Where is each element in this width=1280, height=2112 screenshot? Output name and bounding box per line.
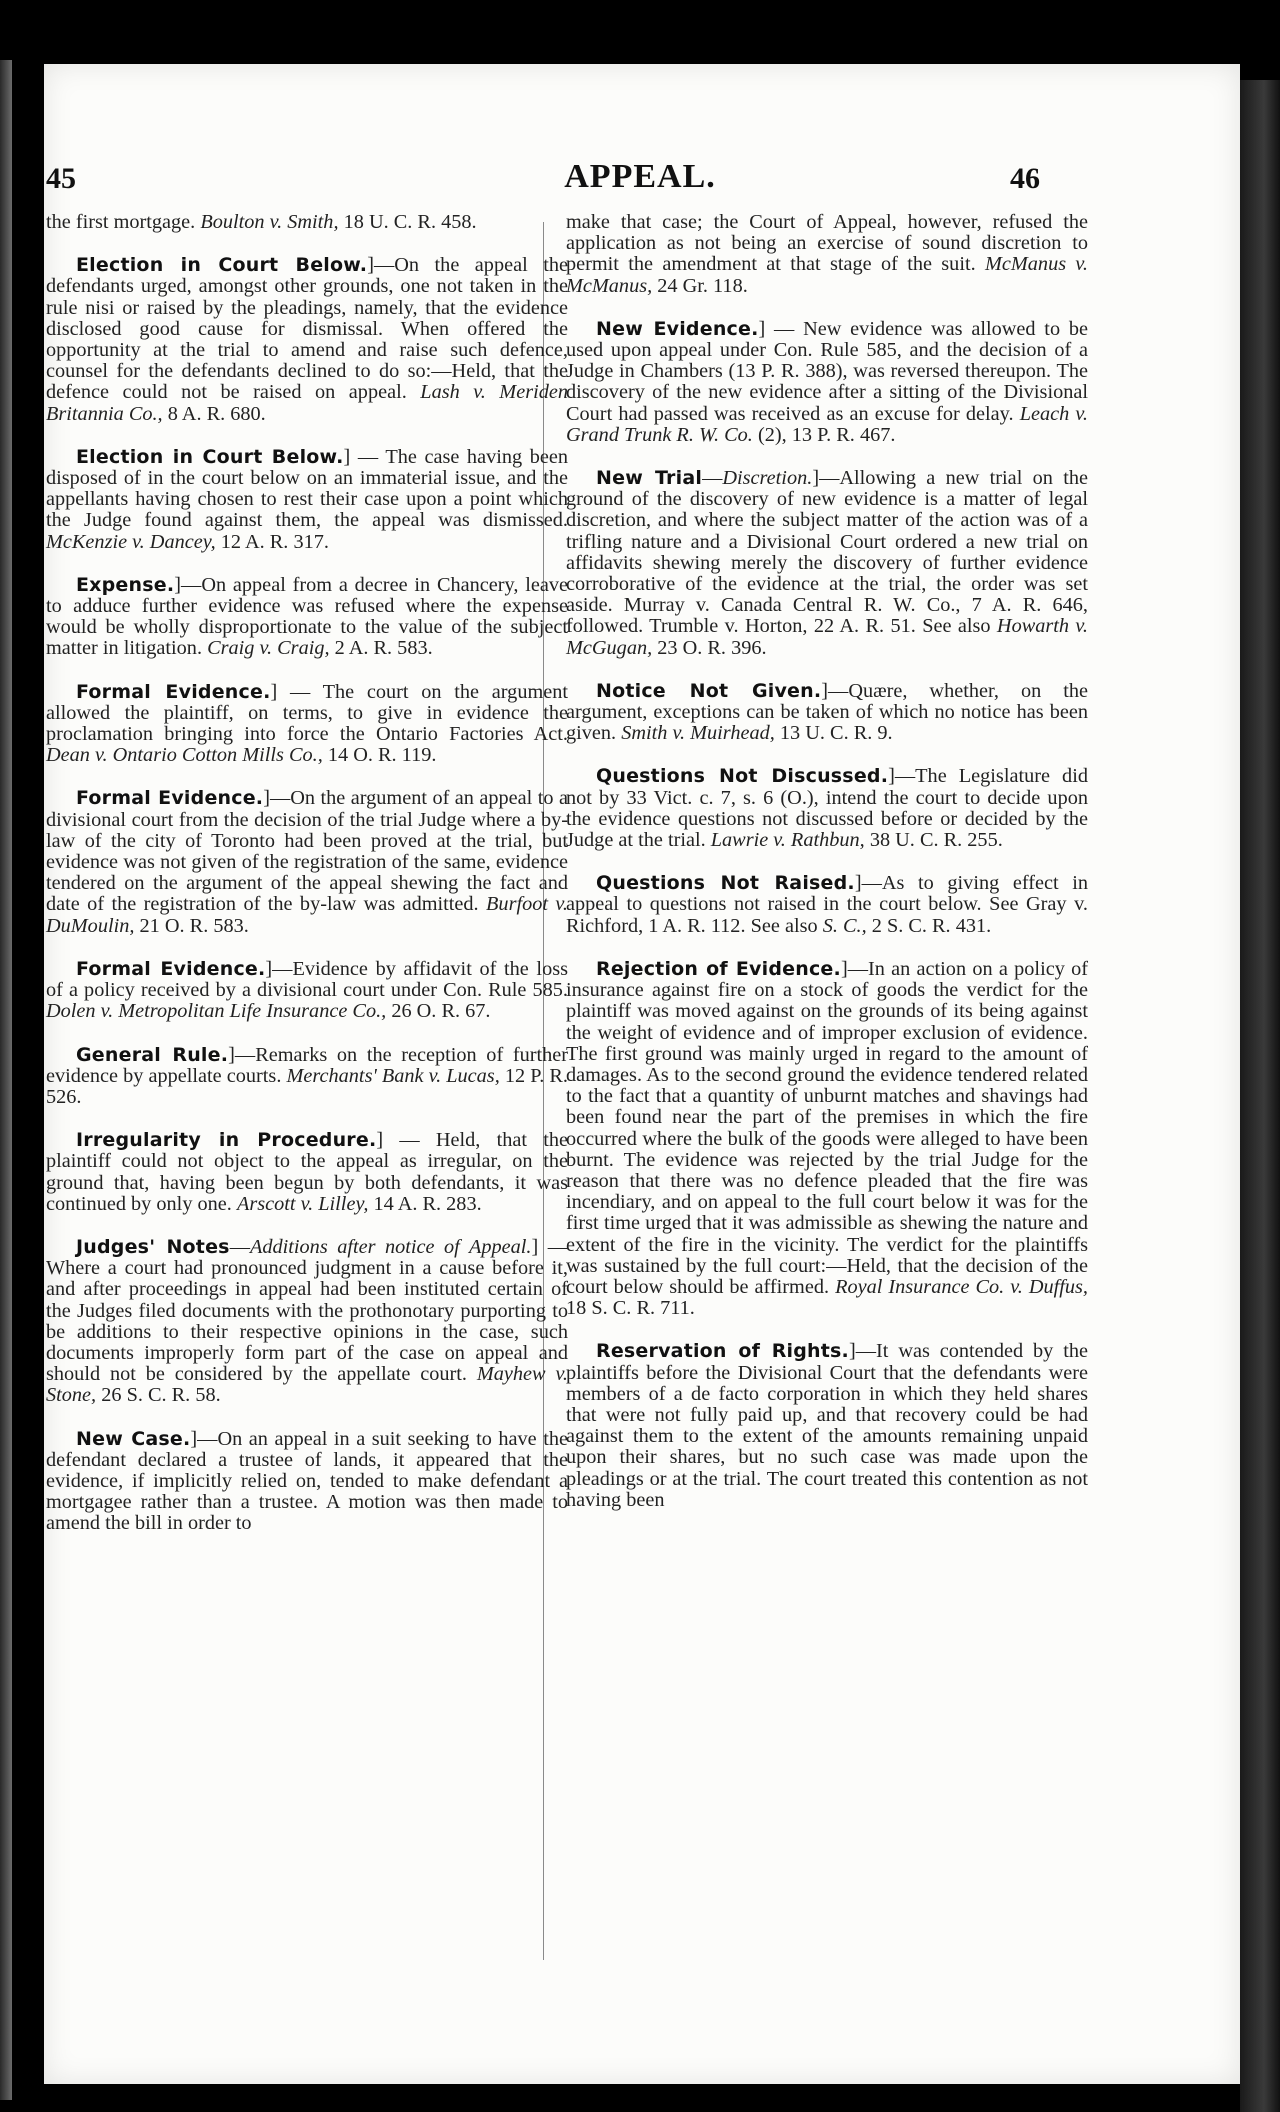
entry-heading-suffix: ]— bbox=[265, 957, 293, 980]
case-name: S. C., bbox=[822, 914, 867, 937]
case-citation: 18 S. C. R. 711. bbox=[566, 1297, 695, 1320]
case-name: Boulton v. Smith, bbox=[200, 211, 339, 233]
digest-entry bbox=[46, 1045, 568, 1109]
running-title: APPEAL. bbox=[564, 158, 716, 195]
entry-heading-suffix: ]— bbox=[854, 872, 882, 895]
entry-text: New evidence was allowed to be used upon appeal under Con. Rule 585, and the decision of a Judge in Chambers (13 P. R. 388), was reversed thereupon. The discovery of the new evidence after a sitting of the Divisional Court had passed was received as an excuse for delay. bbox=[566, 317, 1088, 425]
entry-heading-suffix: ]— bbox=[888, 765, 916, 788]
entry-heading: Questions Not Discussed. bbox=[596, 765, 889, 788]
entry-heading: Formal Evidence. bbox=[76, 957, 266, 980]
entry-heading-suffix: — bbox=[702, 467, 723, 490]
case-name: Royal Insurance Co. v. Duffus, bbox=[835, 1275, 1088, 1298]
entry-heading-suffix: ]— bbox=[367, 254, 395, 277]
entry-heading: Formal Evidence. bbox=[76, 680, 271, 703]
entry-heading: Election in Court Below. bbox=[76, 254, 368, 277]
entry-heading: General Rule. bbox=[76, 1043, 229, 1066]
entry-heading: New Evidence. bbox=[596, 317, 759, 340]
entry-text: The court on the argument allowed the plaintiff, on terms, to give in evidence the proclamation bringing into force the Ontario Factories Act. bbox=[46, 680, 569, 746]
digest-entry bbox=[46, 1237, 568, 1407]
case-name: Merchants' Bank v. Lucas, bbox=[286, 1064, 500, 1087]
case-citation: 38 U. C. R. 255. bbox=[869, 829, 1003, 852]
entry-heading-suffix: ]— bbox=[821, 679, 849, 702]
case-citation: 12 A. R. 317. bbox=[220, 530, 329, 553]
case-citation: 26 O. R. 67. bbox=[391, 1000, 491, 1023]
case-name: Arscott v. Lilley, bbox=[236, 1192, 369, 1215]
entry-heading-suffix: ]— bbox=[190, 1427, 218, 1450]
entry-heading-suffix: ]— bbox=[174, 573, 202, 596]
case-name: McKenzie v. Dancey, bbox=[46, 530, 216, 553]
entry-heading: Formal Evidence. bbox=[76, 787, 264, 810]
entry-heading-suffix: ] — bbox=[758, 317, 804, 340]
entry-text: ] — Where a court had pronounced judgment in a cause before it, and after proceedings in appeal had been instituted certain of the Judges filed documents with the prothonotary purporting to be additions to their respective opinions in the case, such documents improperly form part of the case on appeal and should not be considered by the appellate court. bbox=[46, 1235, 568, 1386]
entry-text: Quære, whether, on the argument, exceptions can be taken of which no notice has been given. bbox=[566, 679, 1088, 745]
case-name: Burfoot v. DuMoulin, bbox=[46, 893, 568, 937]
digest-entry bbox=[46, 1130, 568, 1215]
case-citation: 18 U. C. R. 458. bbox=[343, 211, 477, 233]
digest-entry bbox=[46, 788, 568, 936]
case-citation: 12 P. R. 526. bbox=[46, 1064, 568, 1108]
entry-heading-suffix: ]— bbox=[228, 1043, 256, 1066]
digest-entry bbox=[46, 255, 568, 425]
case-name: Mayhew v. Stone, bbox=[46, 1363, 569, 1407]
case-name: McManus v. McManus, bbox=[566, 253, 1088, 297]
entry-heading-suffix: ] — bbox=[270, 680, 323, 703]
digest-entry bbox=[566, 319, 1088, 446]
entry-heading-suffix: ] — bbox=[343, 445, 386, 468]
entry-text: the first mortgage. bbox=[46, 211, 196, 233]
case-citation: 23 O. R. 396. bbox=[657, 636, 767, 659]
digest-entry bbox=[46, 959, 568, 1023]
entry-text: ]—Allowing a new trial on the ground of the discovery of new evidence is a matter of legal discretion, and where the subject matter of the action was of a trifling nature and a Divisional Court ordered a new trial on affidavits shewing merely the discovery of further evidence corroborative of the evidence at the trial, the order was set aside. Murray v. Canada Central R. W. Co., 7 A. R. 646, followed. Trumble v. Horton, 22 A. R. 51. See also bbox=[566, 467, 1088, 638]
entry-heading-suffix: ]— bbox=[848, 1340, 877, 1363]
entry-text: In an action on a policy of insurance against fire on a stock of goods the verdict for the plaintiff was moved against on the grounds of its being against the weight of evidence and of improper exclusion of evidence. The first ground was mainly urged in regard to the amount of damages. As to the second ground the evidence tendered related to the fact that a quantity of unburnt matches and shavings had been found near the part of the premises in which the fire occurred where the bulk of the goods were alleged to have been burnt. The evidence was rejected by the trial Judge for the reason that there was no defence pleaded that the fire was incendiary, and on appeal to the full court below it was for the first time urged that it was admissible as shewing the nature and extent of the fire in the vicinity. The verdict for the plaintiffs was sustained by the full court:—Held, that the decision of the court below should be affirmed. bbox=[566, 957, 1088, 1298]
case-name: Dolen v. Metropolitan Life Insurance Co., bbox=[46, 1000, 387, 1023]
entry-subheading: Discretion. bbox=[722, 467, 813, 490]
case-citation: 14 A. R. 283. bbox=[373, 1192, 482, 1215]
case-citation: 8 A. R. 680. bbox=[167, 402, 266, 425]
entry-subheading: Additions after notice of Appeal. bbox=[249, 1235, 532, 1258]
case-citation: (2), 13 P. R. 467. bbox=[757, 423, 896, 446]
entry-heading: New Case. bbox=[76, 1427, 191, 1450]
entry-heading: Expense. bbox=[76, 573, 175, 596]
case-citation: 2 S. C. R. 431. bbox=[871, 914, 992, 937]
digest-entry bbox=[46, 212, 568, 233]
case-citation: 26 S. C. R. 58. bbox=[101, 1384, 221, 1407]
entry-heading: Notice Not Given. bbox=[596, 679, 822, 702]
entry-text: The Legislature did not by 33 Vict. c. 7, s. 6 (O.), intend the court to decide upon the evidence questions not discussed before or decided by the Judge at the trial. bbox=[566, 765, 1088, 852]
case-name: Howarth v. McGugan, bbox=[566, 615, 1088, 659]
entry-heading: Questions Not Raised. bbox=[596, 872, 855, 895]
digest-entry bbox=[566, 959, 1088, 1319]
entry-heading: Judges' Notes bbox=[76, 1235, 230, 1258]
digest-entry bbox=[566, 212, 1088, 297]
case-name: Lawrie v. Rathbun, bbox=[710, 829, 865, 852]
case-name: Leach v. Grand Trunk R. W. Co. bbox=[566, 402, 1088, 446]
entry-text: The case having been disposed of in the court below on an immaterial issue, and the appellants having chosen to rest their case upon a point which the Judge found against them, the appeal was dismissed. bbox=[46, 445, 569, 532]
entry-text: Evidence by affidavit of the loss of a policy received by a divisional court under Con. Rule 585. bbox=[46, 957, 568, 1002]
book-left-edge bbox=[0, 60, 12, 2100]
entry-heading: New Trial bbox=[596, 467, 703, 490]
case-citation: 13 U. C. R. 9. bbox=[779, 722, 893, 745]
page-number-right: 46 bbox=[1010, 162, 1040, 195]
entry-text: As to giving effect in appeal to questions not raised in the court below. See Gray v. Richford, 1 A. R. 112. See also bbox=[566, 872, 1088, 937]
entry-heading: Rejection of Evidence. bbox=[596, 957, 841, 980]
digest-entry bbox=[566, 681, 1088, 745]
digest-entry bbox=[566, 766, 1088, 851]
entry-text: Held, that the plaintiff could not object to the appeal as irregular, on the ground that, having been begun by both defendants, it was continued by only one. bbox=[46, 1129, 569, 1215]
entry-text: make that case; the Court of Appeal, however, refused the application as not being an exercise of sound discretion to permit the amendment at that stage of the suit. bbox=[566, 211, 1088, 276]
digest-entry bbox=[566, 1341, 1088, 1511]
digest-entry bbox=[566, 873, 1088, 937]
case-name: Smith v. Muirhead, bbox=[621, 722, 775, 745]
case-citation: 21 O. R. 583. bbox=[139, 914, 249, 937]
entry-heading: Reservation of Rights. bbox=[596, 1340, 849, 1363]
entry-heading: Irregularity in Procedure. bbox=[76, 1129, 377, 1152]
digest-entry bbox=[46, 682, 568, 767]
entry-heading-suffix: ] — bbox=[376, 1129, 436, 1152]
entry-text: On an appeal in a suit seeking to have the defendant declared a trustee of lands, it appeared that the evidence, if implicitly relied on, tended to make defendant a mortgagee rather than a trustee. A motion was then made to amend the bill in order to bbox=[46, 1427, 568, 1535]
entry-text: It was contended by the plaintiffs before the Divisional Court that the defendants were members of a de facto corporation in which they held shares that were not fully paid up, and that recovery could be had against them to the extent of the amounts remaining unpaid upon their shares, but no such case was made upon the pleadings or at the trial. The court treated this contention as not having been bbox=[566, 1340, 1088, 1511]
entry-text: On appeal from a decree in Chancery, leave to adduce further evidence was refused where the expense would be wholly disproportionate to the value of the subject matter in litigation. bbox=[46, 573, 568, 660]
digest-entry bbox=[46, 575, 568, 660]
left-column bbox=[46, 212, 568, 1557]
page-number-left: 45 bbox=[46, 162, 76, 195]
case-citation: 14 O. R. 119. bbox=[327, 744, 437, 767]
case-citation: 2 A. R. 583. bbox=[334, 637, 433, 660]
right-column bbox=[566, 212, 1088, 1533]
entry-text: On the appeal the defendants urged, amongst other grounds, one not taken in the rule nisi or raised by the pleadings, namely, that the evidence disclosed good cause for dismissal. When offered the opportunity at the trial to amend and raise such defence, counsel for the defendants declined to do so:—Held, that the defence could not be raised on appeal. bbox=[46, 254, 568, 404]
entry-heading-suffix: ]— bbox=[263, 787, 291, 810]
book-spine-shadow bbox=[1240, 80, 1280, 2112]
digest-entry bbox=[46, 447, 568, 553]
digest-entry bbox=[46, 1429, 568, 1535]
entry-text: On the argument of an appeal to a divisional court from the decision of the trial Judge where a by-law of the city of Toronto had been proved at the trial, but evidence was not given of the registration of the same, evidence tendered on the argument of the appeal shewing the fact and date of the registration of the by-law was admitted. bbox=[46, 787, 569, 916]
case-name: Dean v. Ontario Cotton Mills Co., bbox=[46, 744, 323, 767]
entry-text: Remarks on the reception of further evidence by appellate courts. bbox=[46, 1043, 569, 1087]
case-name: Craig v. Craig, bbox=[207, 637, 330, 660]
case-citation: 24 Gr. 118. bbox=[657, 274, 748, 297]
entry-heading: Election in Court Below. bbox=[76, 445, 344, 468]
digest-entry bbox=[566, 468, 1088, 659]
case-name: Lash v. Meriden Britannia Co., bbox=[46, 381, 569, 425]
entry-heading-suffix: ]— bbox=[840, 957, 868, 980]
entry-heading-suffix: — bbox=[229, 1235, 250, 1258]
